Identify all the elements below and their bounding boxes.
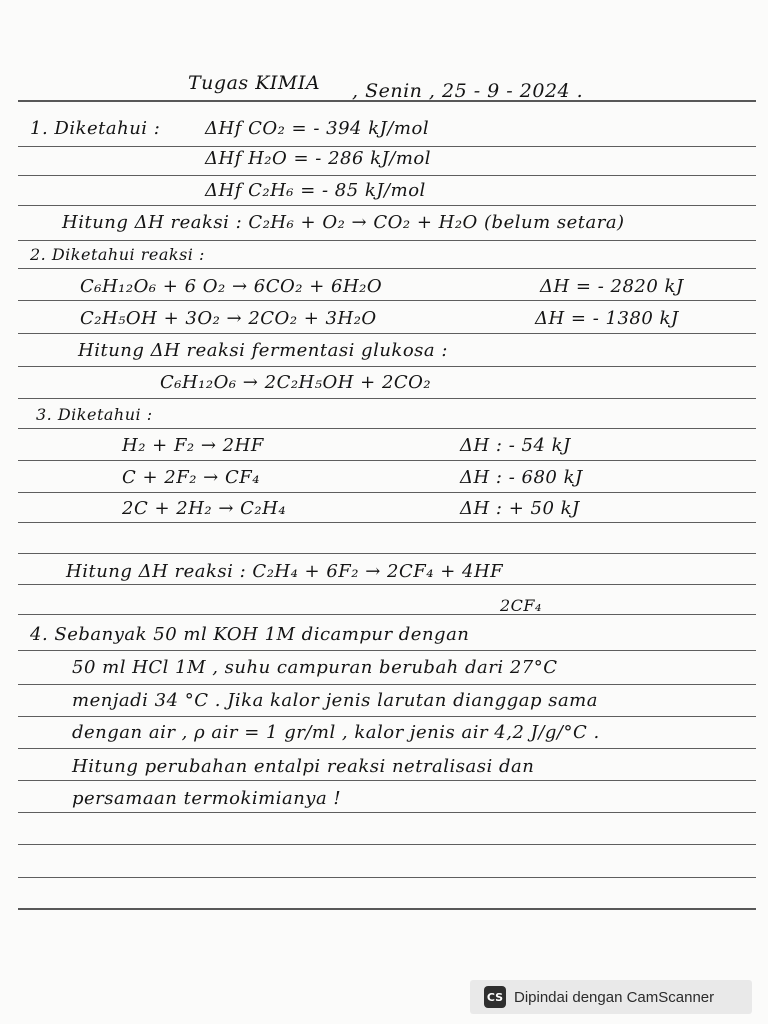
q3-label: 3. Diketahui : (36, 405, 153, 424)
camscanner-watermark (470, 980, 752, 1014)
q2-reaction-1-dh: ΔH = - 2820 kJ (540, 276, 684, 297)
q4-line-5: Hitung perubahan entalpi reaksi netralisasi dan (72, 756, 535, 777)
ruled-line (18, 908, 756, 910)
q2-reaction-2-dh: ΔH = - 1380 kJ (535, 308, 679, 329)
q3-question: Hitung ΔH reaksi : C₂H₄ + 6F₂ → 2CF₄ + 4HF (66, 561, 504, 582)
q3-reaction-1-dh: ΔH : - 54 kJ (460, 435, 571, 456)
ruled-line (18, 844, 756, 845)
q4-line-1: 4. Sebanyak 50 ml KOH 1M dicampur dengan (30, 624, 470, 645)
q2-question: Hitung ΔH reaksi fermentasi glukosa : (78, 340, 448, 361)
q2-reaction-1: C₆H₁₂O₆ + 6 O₂ → 6CO₂ + 6H₂O (80, 276, 383, 297)
ruled-line (18, 268, 756, 269)
q4-line-6: persamaan termokimianya ! (72, 788, 342, 809)
q3-reaction-1: H₂ + F₂ → 2HF (122, 435, 264, 456)
q3-reaction-3-dh: ΔH : + 50 kJ (460, 498, 580, 519)
q1-given-1: ΔHf CO₂ = - 394 kJ/mol (205, 118, 430, 139)
q3-reaction-3: 2C + 2H₂ → C₂H₄ (122, 498, 287, 519)
ruled-line (18, 492, 756, 493)
ruled-line (18, 553, 756, 554)
ruled-line (18, 614, 756, 615)
q4-line-3: menjadi 34 °C . Jika kalor jenis larutan dianggap sama (72, 690, 598, 711)
q1-question: Hitung ΔH reaksi : C₂H₆ + O₂ → CO₂ + H₂O (belum setara) (62, 212, 625, 233)
ruled-line (18, 877, 756, 878)
date-line: , Senin , 25 - 9 - 2024 . (352, 80, 584, 102)
ruled-line (18, 716, 756, 717)
q3-correction: 2CF₄ (500, 596, 542, 615)
q3-reaction-2: C + 2F₂ → CF₄ (122, 467, 260, 488)
q2-target-equation: C₆H₁₂O₆ → 2C₂H₅OH + 2CO₂ (160, 372, 432, 393)
q2-label: 2. Diketahui reaksi : (30, 245, 205, 264)
ruled-line (18, 366, 756, 367)
ruled-line (18, 460, 756, 461)
ruled-line (18, 780, 756, 781)
q1-given-3: ΔHf C₂H₆ = - 85 kJ/mol (205, 180, 426, 201)
ruled-line (18, 584, 756, 585)
q2-reaction-2: C₂H₅OH + 3O₂ → 2CO₂ + 3H₂O (80, 308, 377, 329)
q4-line-4: dengan air , ρ air = 1 gr/ml , kalor jenis air 4,2 J/g/°C . (72, 722, 600, 743)
ruled-line (18, 300, 756, 301)
ruled-line (18, 240, 756, 241)
camscanner-logo-icon: CS (484, 986, 506, 1008)
ruled-line (18, 428, 756, 429)
ruled-line (18, 146, 756, 147)
ruled-line (18, 522, 756, 523)
q1-given-2: ΔHf H₂O = - 286 kJ/mol (205, 148, 432, 169)
ruled-line (18, 812, 756, 813)
ruled-line (18, 650, 756, 651)
ruled-line (18, 748, 756, 749)
watermark-text: Dipindai dengan CamScanner (514, 988, 715, 1006)
q4-line-2: 50 ml HCl 1M , suhu campuran berubah dari 27°C (72, 657, 558, 678)
q1-label: 1. Diketahui : (30, 118, 161, 139)
ruled-line (18, 398, 756, 399)
page-title: Tugas KIMIA (188, 72, 321, 94)
ruled-line (18, 175, 756, 176)
ruled-line (18, 684, 756, 685)
q3-reaction-2-dh: ΔH : - 680 kJ (460, 467, 583, 488)
ruled-line (18, 205, 756, 206)
ruled-line (18, 333, 756, 334)
